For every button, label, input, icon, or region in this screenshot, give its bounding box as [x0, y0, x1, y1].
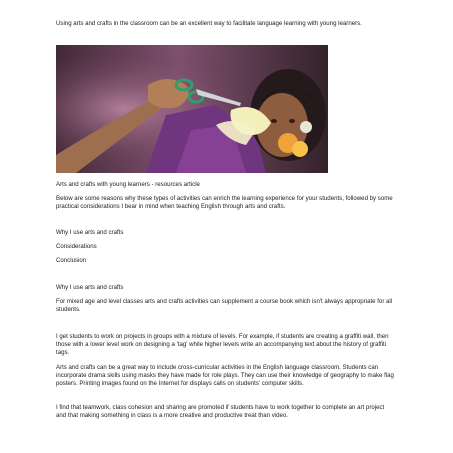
body-paragraph: Arts and crafts can be a great way to include cross-curricular activities in the English language classroom. Students can incorporate drama skills using masks they have made for role plays. They can use their knowledge of geography to make flag posters. Printing images found on the Internet for displays calls on students' computer skills. [56, 364, 394, 388]
toc-item-conclusion[interactable]: Conclusion [56, 257, 87, 264]
lead-paragraph: Below are some reasons why these types of activities can enrich the learning experience for your students, followed by some practical considerations I bear in mind when teaching English through arts and crafts. [56, 195, 393, 211]
section-heading: Why I use arts and crafts [56, 284, 124, 291]
body-paragraph: I get students to work on projects in groups with a mixture of levels. For example, if students are creating a graffiti wall, then those with a lower level work on designing a 'tag' while higher levels write an accompanying text about the history of graffiti tags. [56, 333, 389, 357]
intro-paragraph: Using arts and crafts in the classroom can be an excellent way to facilitate language learning with young learners. [56, 20, 362, 27]
toc-item-why[interactable]: Why I use arts and crafts [56, 229, 124, 236]
article-photo [56, 45, 328, 173]
body-paragraph: I find that teamwork, class cohesion and sharing are promoted if students have to work together to complete an art project and that making something in class is a more creative and productive treat than video. [56, 404, 385, 420]
body-paragraph: For mixed age and level classes arts and crafts activities can supplement a course book which isn't always appropriate for all students. [56, 298, 393, 314]
toc-item-considerations[interactable]: Considerations [56, 243, 97, 250]
photo-illustration [56, 45, 328, 173]
photo-caption: Arts and crafts with young learners - resources article [56, 181, 200, 188]
